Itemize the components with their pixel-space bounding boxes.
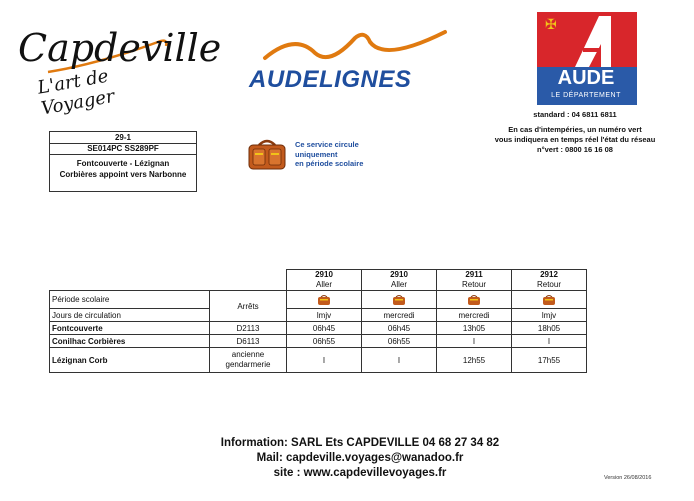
stop-location: ancienne gendarmerie: [210, 348, 287, 373]
weather-notice-line2: vous indiquera en temps réel l'état du réseau: [494, 135, 656, 144]
footer-info: Information: SARL Ets CAPDEVILLE 04 68 27 34 82: [220, 437, 500, 449]
school-period-notice: [243, 137, 373, 175]
service-header: 2911 Retour: [437, 270, 512, 291]
schoolbag-icon: [287, 291, 362, 309]
time-cell: I: [512, 335, 587, 348]
aude-departement-logo: [537, 12, 637, 105]
days-value: mercredi: [437, 309, 512, 322]
days-label: Jours de circulation: [50, 309, 210, 322]
time-cell: 13h05: [437, 322, 512, 335]
capdeville-tagline: L'art de Voyager: [36, 65, 117, 120]
contact-info: [490, 110, 660, 155]
schoolbag-icon: [362, 291, 437, 309]
period-row: [50, 291, 587, 309]
days-value: lmjv: [287, 309, 362, 322]
time-cell: I: [287, 348, 362, 373]
school-notice-line1: Ce service circule: [295, 140, 359, 149]
stop-row: [50, 322, 587, 335]
time-cell: 18h05: [512, 322, 587, 335]
time-cell: I: [437, 335, 512, 348]
weather-notice-line1: En cas d'intempéries, un numéro vert: [508, 125, 642, 134]
period-label: Période scolaire: [50, 291, 210, 309]
service-header: 2912 Retour: [512, 270, 587, 291]
line-codes: SE014PC SS289PF: [50, 144, 196, 155]
version-label: Version 26/08/2016: [604, 475, 652, 481]
footer: [150, 436, 570, 481]
stop-name: Lézignan Corb: [50, 348, 210, 373]
stop-location: D6113: [210, 335, 287, 348]
days-row: [50, 309, 587, 322]
stop-location: D2113: [210, 322, 287, 335]
line-info-box: [49, 131, 197, 192]
aude-subtitle: LE DÉPARTEMENT: [551, 92, 621, 99]
capdeville-name: Capdeville: [18, 26, 222, 70]
green-number: n°vert : 0800 16 16 08: [537, 145, 613, 154]
days-value: mercredi: [362, 309, 437, 322]
schoolbag-icon: [437, 291, 512, 309]
schoolbag-icon: [245, 137, 289, 173]
time-cell: 12h55: [437, 348, 512, 373]
school-notice-line3: en période scolaire: [295, 159, 364, 168]
capdeville-logo: [8, 12, 222, 120]
stop-name: Conilhac Corbières: [50, 335, 210, 348]
days-value: lmjv: [512, 309, 587, 322]
service-header: 2910 Aller: [362, 270, 437, 291]
footer-site[interactable]: site : www.capdevillevoyages.fr: [273, 467, 447, 479]
stop-row: [50, 348, 587, 373]
line-route: [50, 155, 196, 182]
line-route-1: Fontcouverte - Lézignan: [76, 159, 170, 168]
stop-name: Fontcouverte: [50, 322, 210, 335]
service-header: 2910 Aller: [287, 270, 362, 291]
audelignes-logo: [245, 28, 450, 98]
standard-phone: standard : 04 6811 6811: [533, 110, 617, 119]
header-row: [50, 270, 587, 291]
stops-header: Arrêts: [210, 291, 287, 322]
audelignes-swoosh-icon: [245, 28, 450, 68]
time-cell: 06h55: [362, 335, 437, 348]
time-cell: I: [362, 348, 437, 373]
time-cell: 17h55: [512, 348, 587, 373]
stop-row: [50, 335, 587, 348]
footer-mail[interactable]: Mail: capdeville.voyages@wanadoo.fr: [256, 452, 464, 464]
school-notice-line2: uniquement: [295, 149, 338, 159]
aude-wordmark: AUDE: [557, 67, 615, 89]
time-cell: 06h45: [287, 322, 362, 335]
audelignes-wordmark: AUDELIGNES: [249, 66, 412, 93]
time-cell: 06h45: [362, 322, 437, 335]
time-cell: 06h55: [287, 335, 362, 348]
timetable: [49, 269, 587, 373]
line-number: 29-1: [50, 132, 196, 144]
svg-text:✠: ✠: [545, 17, 557, 33]
schoolbag-icon: [512, 291, 587, 309]
line-route-2: Corbières appoint vers Narbonne: [59, 170, 187, 179]
school-notice-text: [295, 140, 363, 169]
